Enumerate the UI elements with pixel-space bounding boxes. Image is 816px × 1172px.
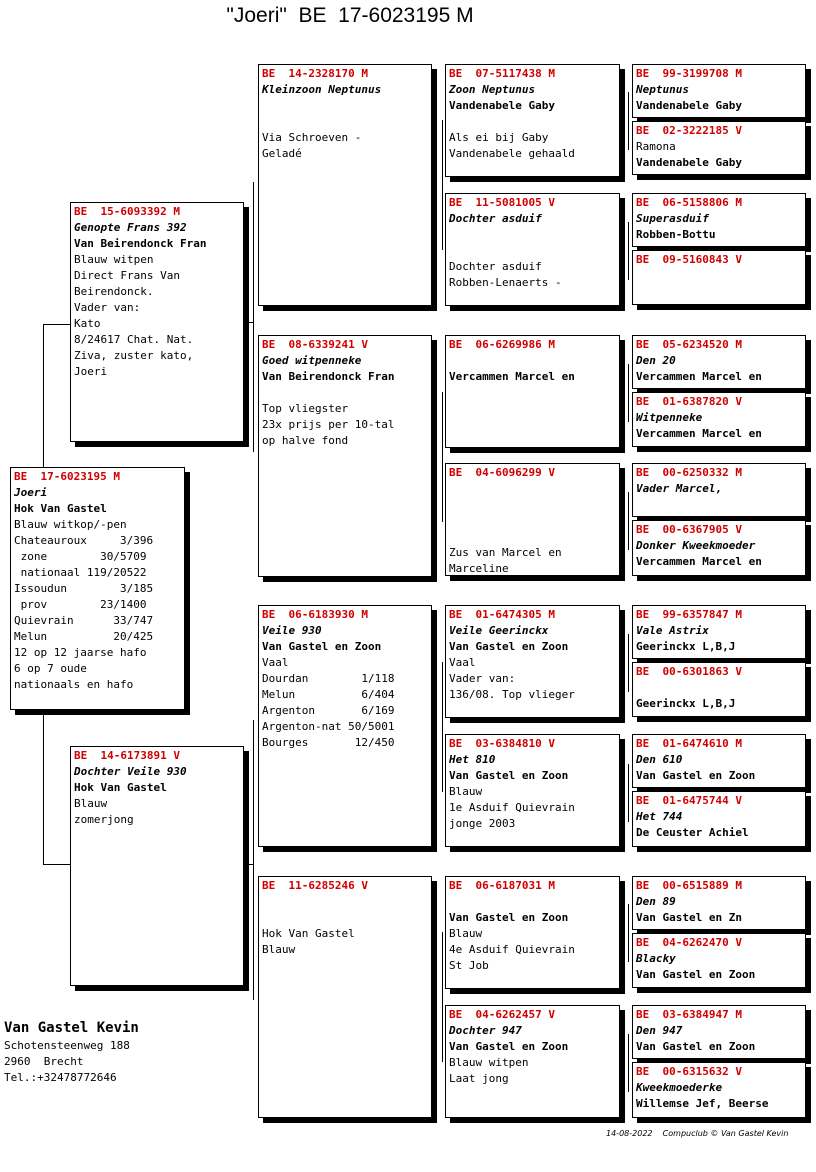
pigeon-card-dsd[interactable] xyxy=(445,734,620,847)
pigeon-owner: Vercammen Marcel en xyxy=(636,555,762,568)
pigeon-name: Joeri xyxy=(14,486,48,499)
pigeon-owner: Van Gastel en Zoon xyxy=(262,640,382,653)
info-line: Blauw xyxy=(262,943,296,956)
breeder-name: Van Gastel Kevin xyxy=(4,1020,139,1036)
info-line: 8/24617 Chat. Nat. xyxy=(74,333,194,346)
info-line: 23x prijs per 10-tal xyxy=(262,418,395,431)
pigeon-owner: Van Gastel en Zoon xyxy=(449,640,569,653)
info-line: Kato xyxy=(74,317,101,330)
pigeon-card-sire-dam[interactable] xyxy=(258,335,432,577)
info-line: Hok Van Gastel xyxy=(262,927,355,940)
pigeon-card-sss[interactable] xyxy=(445,64,620,177)
pigeon-name: Den 947 xyxy=(636,1024,683,1037)
info-line: Blauw xyxy=(449,927,483,940)
pigeon-name: Dochter Veile 930 xyxy=(74,765,187,778)
pigeon-owner: Vercammen Marcel en xyxy=(636,370,762,383)
pigeon-card-subject[interactable] xyxy=(10,467,185,710)
pigeon-owner: Hok Van Gastel xyxy=(14,502,107,515)
info-line: Als ei bij Gaby xyxy=(449,131,549,144)
info-line: Vader van: xyxy=(74,301,141,314)
connector xyxy=(628,222,629,280)
info-line: prov 23/1400 xyxy=(14,598,147,611)
info-line: St Job xyxy=(449,959,489,972)
breeder-info xyxy=(4,1018,139,1086)
info-line: Dourdan 1/118 xyxy=(262,672,395,685)
info-line: op halve fond xyxy=(262,434,349,447)
ring-number: BE 99-3199708 M xyxy=(636,67,742,80)
pigeon-owner: De Ceuster Achiel xyxy=(636,826,749,839)
pigeon-name: Kweekmoederke xyxy=(636,1081,723,1094)
ring-number: BE 06-6269986 M xyxy=(449,338,555,351)
info-line xyxy=(449,114,616,130)
pigeon-owner: Van Gastel en Zoon xyxy=(449,911,569,924)
pigeon-card-ssd[interactable] xyxy=(445,193,620,306)
connector xyxy=(628,764,629,822)
pigeon-card-dam-sire[interactable] xyxy=(258,605,432,847)
ring-number: BE 01-6387820 V xyxy=(636,395,742,408)
pigeon-card-g5-10[interactable] xyxy=(632,662,806,717)
info-line: Beirendonck. xyxy=(74,285,154,298)
info-line: Geladé xyxy=(262,147,302,160)
info-line: zomerjong xyxy=(74,813,134,826)
info-line xyxy=(449,243,616,259)
pigeon-owner: Vercammen Marcel en xyxy=(636,427,762,440)
pigeon-name: Donker Kweekmoeder xyxy=(636,539,756,552)
info-line: Blauw xyxy=(449,785,483,798)
info-line: Bourges 12/450 xyxy=(262,736,395,749)
pigeon-card-g5-3[interactable] xyxy=(632,193,806,247)
ring-number: BE 06-6187031 M xyxy=(449,879,555,892)
info-line: 6 op 7 oude xyxy=(14,662,87,675)
pigeon-card-g5-13[interactable] xyxy=(632,876,806,930)
ring-number: BE 09-5160843 V xyxy=(636,253,742,266)
pigeon-owner: Geerinckx L,B,J xyxy=(636,697,736,710)
pigeon-card-g5-12[interactable] xyxy=(632,791,806,847)
info-line: 12 op 12 jaarse hafo xyxy=(14,646,147,659)
ring-number: BE 14-2328170 M xyxy=(262,67,368,80)
ring-number: BE 01-6474305 M xyxy=(449,608,555,621)
info-line xyxy=(449,481,616,497)
pigeon-card-g5-4[interactable] xyxy=(632,250,806,305)
info-line: Ziva, zuster kato, xyxy=(74,349,194,362)
pigeon-card-g5-7[interactable] xyxy=(632,463,806,517)
pigeon-owner: Robben-Bottu xyxy=(636,228,716,241)
info-line: Blauw witpen xyxy=(74,253,154,266)
pigeon-card-dam[interactable] xyxy=(70,746,244,986)
info-line xyxy=(262,98,428,114)
connector xyxy=(244,322,253,323)
pigeon-owner: Van Gastel en Zoon xyxy=(449,769,569,782)
info-line: Vandenabele gehaald xyxy=(449,147,575,160)
ring-number: BE 00-6515889 M xyxy=(636,879,742,892)
info-line: Robben-Lenaerts - xyxy=(449,276,562,289)
ring-number: BE 14-6173891 V xyxy=(74,749,180,762)
ring-number: BE 11-6285246 V xyxy=(262,879,368,892)
info-line xyxy=(449,353,616,369)
connector xyxy=(628,92,629,150)
pigeon-card-sdd[interactable] xyxy=(445,463,620,576)
info-line: jonge 2003 xyxy=(449,817,516,830)
pigeon-card-g5-9[interactable] xyxy=(632,605,806,659)
pigeon-card-g5-15[interactable] xyxy=(632,1005,806,1059)
ring-number: BE 99-6357847 M xyxy=(636,608,742,621)
info-line: Argenton-nat 50/5001 xyxy=(262,720,395,733)
footer-credit: 14-08-2022 Compuclub © Van Gastel Kevin xyxy=(606,1129,789,1138)
pigeon-name: Het 744 xyxy=(636,810,683,823)
pigeon-name: Veile 930 xyxy=(262,624,322,637)
pigeon-name: Ramona xyxy=(636,140,676,153)
pigeon-name: Kleinzoon Neptunus xyxy=(262,83,382,96)
ring-number: BE 06-6183930 M xyxy=(262,608,368,621)
pigeon-card-g5-5[interactable] xyxy=(632,335,806,389)
pigeon-card-sire[interactable] xyxy=(70,202,244,442)
info-line: Argenton 6/169 xyxy=(262,704,395,717)
connector xyxy=(628,904,629,962)
info-line: Chateauroux 3/396 xyxy=(14,534,154,547)
pigeon-owner: Hok Van Gastel xyxy=(74,781,167,794)
info-line: nationaal 119/20522 xyxy=(14,566,147,579)
pigeon-owner: Vandenabele Gaby xyxy=(636,156,742,169)
info-line: Via Schroeven - xyxy=(262,131,362,144)
info-line xyxy=(449,497,616,513)
info-line: Melun 6/404 xyxy=(262,688,395,701)
pigeon-owner: Vercammen Marcel en xyxy=(449,370,575,383)
pigeon-card-g5-14[interactable] xyxy=(632,933,806,988)
pigeon-owner: Vandenabele Gaby xyxy=(636,99,742,112)
info-line: Joeri xyxy=(74,365,108,378)
pigeon-card-sire-sire[interactable] xyxy=(258,64,432,306)
pigeon-name: Den 89 xyxy=(636,895,676,908)
info-line xyxy=(449,513,616,529)
pigeon-card-g5-6[interactable] xyxy=(632,392,806,447)
pigeon-owner: Van Gastel en Zoon xyxy=(636,769,756,782)
connector xyxy=(244,864,253,865)
breeder-street: Schotensteenweg 188 xyxy=(4,1039,130,1052)
pigeon-name: Den 20 xyxy=(636,354,676,367)
connector xyxy=(628,1034,629,1092)
info-line xyxy=(449,894,616,910)
info-line: 136/08. Top vlieger xyxy=(449,688,575,701)
info-line: Zus van Marcel en xyxy=(449,546,562,559)
info-line: 1e Asduif Quievrain xyxy=(449,801,575,814)
pigeon-name: Dochter asduif xyxy=(449,212,542,225)
pigeon-owner: Willemse Jef, Beerse xyxy=(636,1097,769,1110)
ring-number: BE 04-6262470 V xyxy=(636,936,742,949)
pigeon-name: Genopte Frans 392 xyxy=(74,221,187,234)
pigeon-owner: Geerinckx L,B,J xyxy=(636,640,736,653)
info-line: Blauw xyxy=(74,797,108,810)
info-line xyxy=(262,385,428,401)
connector xyxy=(442,392,443,522)
info-line xyxy=(636,680,802,696)
info-line xyxy=(449,227,616,243)
info-line: Blauw witkop/-pen xyxy=(14,518,127,531)
pigeon-card-g5-1[interactable] xyxy=(632,64,806,118)
breeder-phone: Tel.:+32478772646 xyxy=(4,1071,117,1084)
ring-number: BE 11-5081005 V xyxy=(449,196,555,209)
info-line: zone 30/5709 xyxy=(14,550,147,563)
ring-number: BE 08-6339241 V xyxy=(262,338,368,351)
pigeon-name: Goed witpenneke xyxy=(262,354,362,367)
connector xyxy=(253,182,254,452)
info-line: Melun 20/425 xyxy=(14,630,154,643)
pigeon-name: Zoon Neptunus xyxy=(449,83,536,96)
connector xyxy=(43,864,71,865)
breeder-city: 2960 Brecht xyxy=(4,1055,84,1068)
ring-number: BE 06-5158806 M xyxy=(636,196,742,209)
info-line: Vaal xyxy=(449,656,476,669)
pigeon-card-dds[interactable] xyxy=(445,876,620,989)
pigeon-card-ddd[interactable] xyxy=(445,1005,620,1118)
pigeon-card-g5-16[interactable] xyxy=(632,1062,806,1118)
pigeon-name: Witpenneke xyxy=(636,411,703,424)
info-line: Laat jong xyxy=(449,1072,509,1085)
pigeon-card-dss[interactable] xyxy=(445,605,620,718)
pigeon-owner: Van Gastel en Zn xyxy=(636,911,742,924)
ring-number: BE 03-6384810 V xyxy=(449,737,555,750)
pigeon-owner: Van Beirendonck Fran xyxy=(74,237,207,250)
pedigree-title: "Joeri" BE 17-6023195 M xyxy=(226,4,474,27)
info-line: Marceline xyxy=(449,562,509,575)
ring-number: BE 00-6250332 M xyxy=(636,466,742,479)
pigeon-name: Vader Marcel, xyxy=(636,482,723,495)
connector xyxy=(253,720,254,1000)
pigeon-card-g5-11[interactable] xyxy=(632,734,806,788)
info-line: Vader van: xyxy=(449,672,516,685)
ring-number: BE 04-6262457 V xyxy=(449,1008,555,1021)
info-line: Issoudun 3/185 xyxy=(14,582,154,595)
pigeon-name: Den 610 xyxy=(636,753,683,766)
pigeon-owner: Van Gastel en Zoon xyxy=(449,1040,569,1053)
pigeon-card-g5-8[interactable] xyxy=(632,520,806,576)
info-line: Vaal xyxy=(262,656,289,669)
connector xyxy=(442,662,443,792)
info-line: Dochter asduif xyxy=(449,260,542,273)
connector xyxy=(628,364,629,422)
pigeon-name: Neptunus xyxy=(636,83,689,96)
pigeon-owner: Van Gastel en Zoon xyxy=(636,1040,756,1053)
ring-number: BE 17-6023195 M xyxy=(14,470,120,483)
pigeon-name: Vale Astrix xyxy=(636,624,709,637)
pigeon-name: Veile Geerinckx xyxy=(449,624,549,637)
ring-number: BE 03-6384947 M xyxy=(636,1008,742,1021)
info-line xyxy=(262,910,428,926)
connector xyxy=(43,324,71,325)
info-line: Direct Frans Van xyxy=(74,269,180,282)
pigeon-card-dam-dam[interactable] xyxy=(258,876,432,1118)
pigeon-name: Blacky xyxy=(636,952,676,965)
pigeon-card-g5-2[interactable] xyxy=(632,121,806,175)
ring-number: BE 05-6234520 M xyxy=(636,338,742,351)
connector xyxy=(442,932,443,1062)
pigeon-owner: Van Beirendonck Fran xyxy=(262,370,395,383)
ring-number: BE 01-6474610 M xyxy=(636,737,742,750)
ring-number: BE 15-6093392 M xyxy=(74,205,180,218)
ring-number: BE 00-6301863 V xyxy=(636,665,742,678)
info-line: Top vliegster xyxy=(262,402,349,415)
pigeon-name: Het 810 xyxy=(449,753,496,766)
info-line: nationaals en hafo xyxy=(14,678,134,691)
info-line: Quievrain 33/747 xyxy=(14,614,154,627)
connector xyxy=(43,324,44,469)
pigeon-owner: Van Gastel en Zoon xyxy=(636,968,756,981)
ring-number: BE 07-5117438 M xyxy=(449,67,555,80)
ring-number: BE 02-3222185 V xyxy=(636,124,742,137)
info-line xyxy=(262,114,428,130)
info-line: Blauw witpen xyxy=(449,1056,529,1069)
pigeon-owner: Vandenabele Gaby xyxy=(449,99,555,112)
ring-number: BE 01-6475744 V xyxy=(636,794,742,807)
info-line xyxy=(449,529,616,545)
info-line xyxy=(262,894,428,910)
pigeon-card-sds[interactable] xyxy=(445,335,620,448)
ring-number: BE 00-6367905 V xyxy=(636,523,742,536)
pigeon-name: Dochter 947 xyxy=(449,1024,522,1037)
connector xyxy=(628,492,629,550)
pigeon-name: Superasduif xyxy=(636,212,709,225)
ring-number: BE 00-6315632 V xyxy=(636,1065,742,1078)
connector xyxy=(442,120,443,250)
ring-number: BE 04-6096299 V xyxy=(449,466,555,479)
info-line: 4e Asduif Quievrain xyxy=(449,943,575,956)
connector xyxy=(43,709,44,864)
connector xyxy=(628,634,629,692)
